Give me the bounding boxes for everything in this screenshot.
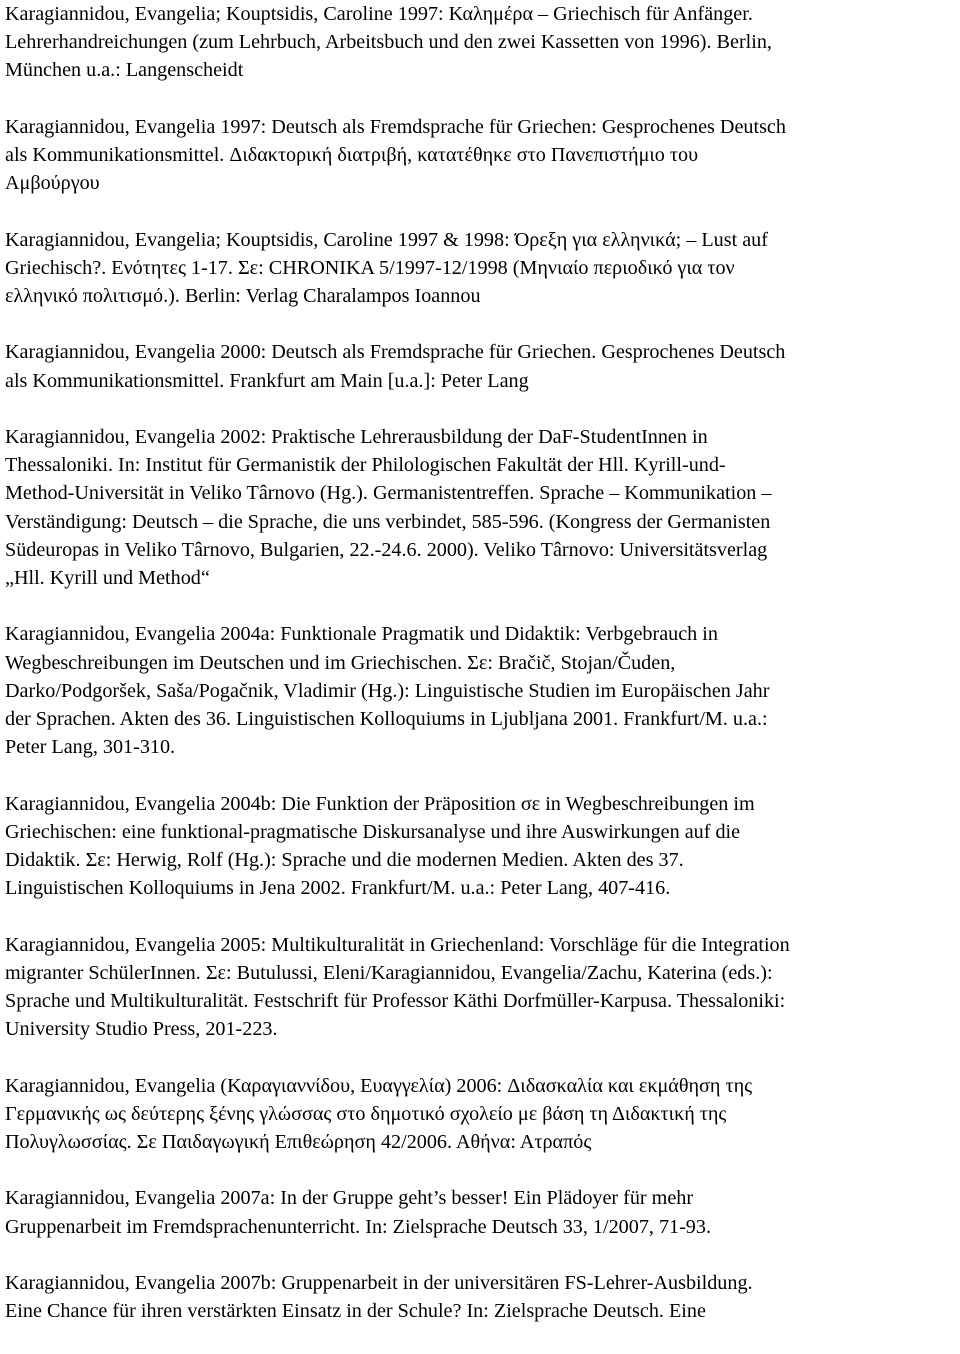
reference-line: Karagiannidou, Evangelia 2004b: Die Funktion der Präposition σε in Wegbeschreibungen im	[5, 792, 755, 815]
reference-line: Wegbeschreibungen im Deutschen und im Griechischen. Σε: Bračič, Stojan/Čuden,	[5, 651, 676, 674]
reference-entry	[5, 0, 957, 85]
reference-entry	[5, 113, 957, 198]
reference-line: Südeuropas in Veliko Târnovo, Bulgarien, 22.-24.6. 2000). Veliko Târnovo: Universitätsverlag	[5, 538, 768, 561]
reference-line: Karagiannidou, Evangelia; Kouptsidis, Caroline 1997: Καλημέρα – Griechisch für Anfänger.	[5, 3, 753, 25]
reference-line: München u.a.: Langenscheidt	[5, 59, 244, 82]
reference-entry	[5, 790, 957, 903]
reference-line: Karagiannidou, Evangelia 2007a: In der Gruppe geht’s besser! Ein Plädoyer für mehr	[5, 1187, 694, 1210]
reference-line: Lehrerhandreichungen (zum Lehrbuch, Arbeitsbuch und den zwei Kassetten von 1996). Berlin,	[5, 31, 772, 54]
reference-line: Karagiannidou, Evangelia (Καραγιαννίδου, Ευαγγελία) 2006: Διδασκαλία και εκμάθηση της	[5, 1074, 753, 1097]
reference-line: als Kommunikationsmittel. Διδακτορική διατριβή, κατατέθηκε στο Πανεπιστήμιο του	[5, 144, 699, 166]
reference-line: Didaktik. Σε: Herwig, Rolf (Hg.): Sprache und die modernen Medien. Akten des 37.	[5, 849, 684, 871]
reference-line: Linguistischen Kolloquiums in Jena 2002. Frankfurt/M. u.a.: Peter Lang, 407-416.	[5, 877, 671, 900]
reference-line: Thessaloniki. In: Institut für Germanistik der Philologischen Fakultät der Hll. Kyrill-und-	[5, 454, 726, 477]
reference-line: Karagiannidou, Evangelia 2007b: Gruppenarbeit in der universitären FS-Lehrer-Ausbildung.	[5, 1271, 753, 1294]
reference-line: Method-Universität in Veliko Târnovo (Hg.). Germanistentreffen. Sprache – Kommunikation –	[5, 482, 772, 505]
reference-entry	[5, 1184, 957, 1240]
reference-entry	[5, 620, 957, 761]
reference-entry	[5, 1072, 957, 1157]
reference-line: Darko/Podgoršek, Saša/Pogačnik, Vladimir (Hg.): Linguistische Studien im Europäischen Jahr	[5, 679, 770, 702]
reference-entry	[5, 423, 957, 592]
reference-line: Sprache und Multikulturalität. Festschrift für Professor Käthi Dorfmüller-Karpusa. Thessaloniki:	[5, 990, 786, 1012]
reference-line: Griechisch?. Ενότητες 1-17. Σε: CHRONIKA 5/1997-12/1998 (Μηνιαίο περιοδικό για τον	[5, 256, 735, 279]
reference-line: Eine Chance für ihren verstärkten Einsatz in der Schule? In: Zielsprache Deutsch. Eine	[5, 1300, 706, 1323]
bibliography-page	[5, 0, 957, 1354]
reference-line: Verständigung: Deutsch – die Sprache, die uns verbindet, 585-596. (Kongress der Germanisten	[5, 510, 771, 533]
reference-line: Karagiannidou, Evangelia; Kouptsidis, Caroline 1997 & 1998: Όρεξη για ελληνικά; – Lust auf	[5, 228, 768, 251]
reference-line: Γερμανικής ως δεύτερης ξένης γλώσσας στο δημοτικό σχολείο με βάση τη Διδακτική της	[5, 1102, 727, 1125]
reference-line: ελληνικό πολιτισμό.). Berlin: Verlag Charalampos Ioannou	[5, 285, 481, 307]
reference-line: der Sprachen. Akten des 36. Linguistischen Kolloquiums in Ljubljana 2001. Frankfurt/M. u.a.:	[5, 708, 768, 730]
reference-entry	[5, 226, 957, 311]
reference-entry	[5, 931, 957, 1044]
reference-line: Αμβούργου	[5, 172, 100, 195]
reference-line: Karagiannidou, Evangelia 2005: Multikulturalität in Griechenland: Vorschläge für die Integration	[5, 933, 790, 956]
reference-line: Πολυγλωσσίας. Σε Παιδαγωγική Επιθεώρηση 42/2006. Αθήνα: Ατραπός	[5, 1131, 592, 1153]
reference-line: University Studio Press, 201-223.	[5, 1018, 278, 1041]
reference-line: Karagiannidou, Evangelia 2002: Praktische Lehrerausbildung der DaF-StudentInnen in	[5, 425, 708, 448]
reference-line: „Hll. Kyrill und Method“	[5, 567, 210, 589]
reference-line: als Kommunikationsmittel. Frankfurt am Main [u.a.]: Peter Lang	[5, 369, 529, 392]
reference-line: Griechischen: eine funktional-pragmatische Diskursanalyse und ihre Auswirkungen auf die	[5, 820, 741, 843]
reference-line: Peter Lang, 301-310.	[5, 736, 176, 759]
reference-line: Gruppenarbeit im Fremdsprachenunterricht. In: Zielsprache Deutsch 33, 1/2007, 71-93.	[5, 1215, 711, 1238]
reference-entry	[5, 338, 957, 394]
reference-line: Karagiannidou, Evangelia 2000: Deutsch als Fremdsprache für Griechen. Gesprochenes Deutsch	[5, 341, 786, 364]
reference-line: Karagiannidou, Evangelia 2004a: Funktionale Pragmatik und Didaktik: Verbgebrauch in	[5, 623, 718, 646]
reference-line: Karagiannidou, Evangelia 1997: Deutsch als Fremdsprache für Griechen: Gesprochenes Deutsch	[5, 115, 786, 138]
reference-line: migranter SchülerInnen. Σε: Butulussi, Eleni/Karagiannidou, Evangelia/Zachu, Katerina (eds.):	[5, 961, 773, 984]
